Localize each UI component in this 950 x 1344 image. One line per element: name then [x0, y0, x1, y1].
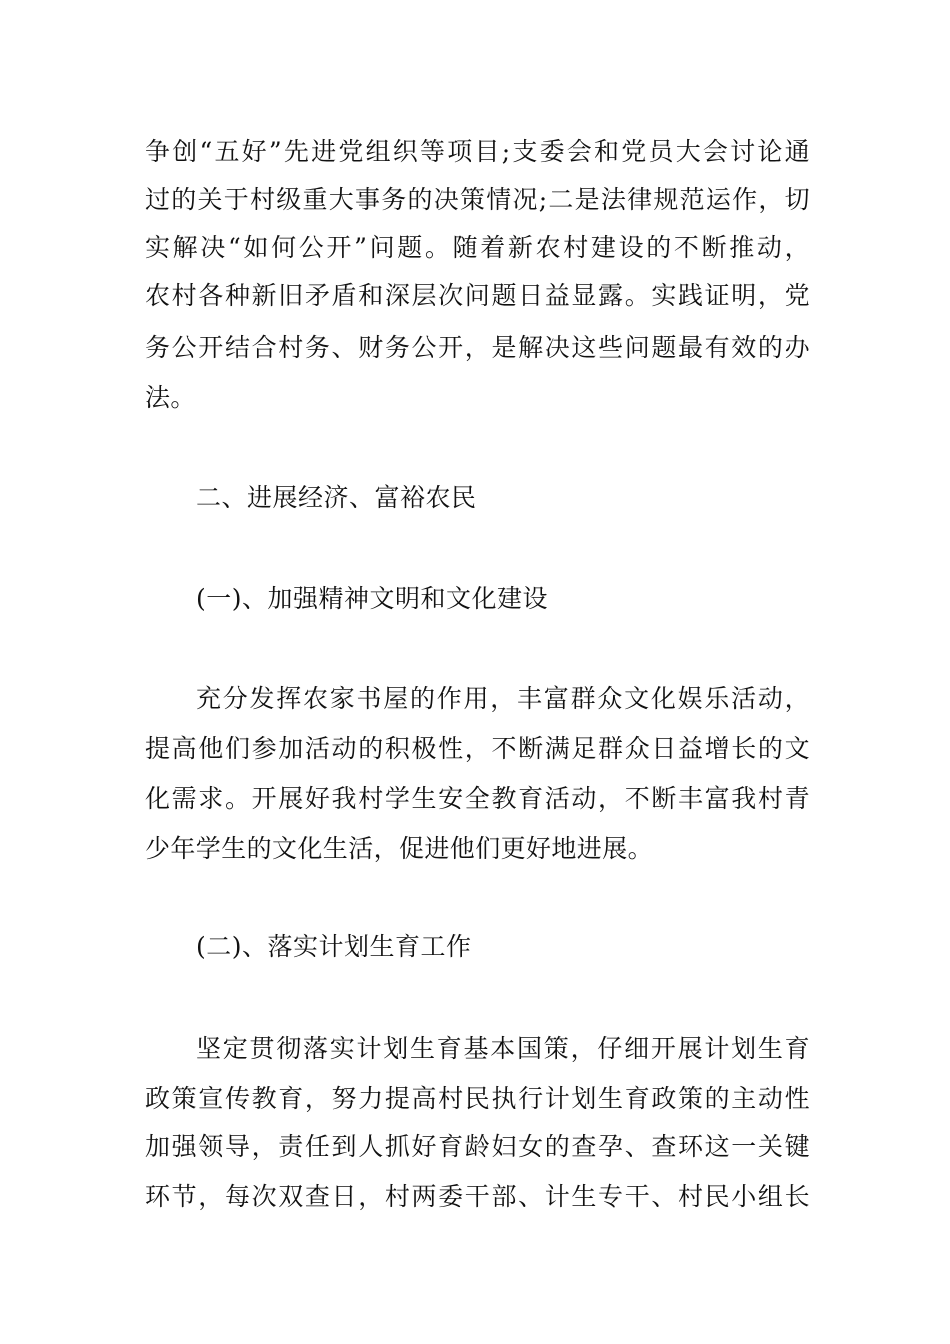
subsection-heading: (一)、加强精神文明和文化建设	[196, 584, 549, 613]
paragraph-line: 充分发挥农家书屋的作用，丰富群众文化娱乐活动，	[196, 684, 810, 713]
paragraph-line: 法。	[145, 383, 196, 412]
paragraph-line: 实解决“如何公开”问题。随着新农村建设的不断推动，	[145, 233, 810, 262]
section-heading: 二、进展经济、富裕农民	[196, 483, 477, 512]
paragraph-line: 争创“五好”先进党组织等项目;支委会和党员大会讨论通	[145, 137, 810, 166]
paragraph-line: 政策宣传教育，努力提高村民执行计划生育政策的主动性	[145, 1084, 810, 1113]
subsection-heading: (二)、落实计划生育工作	[196, 932, 472, 961]
paragraph-line: 环节，每次双查日，村两委干部、计生专干、村民小组长	[145, 1182, 810, 1211]
paragraph-line: 化需求。开展好我村学生安全教育活动，不断丰富我村青	[145, 784, 810, 813]
paragraph-line: 少年学生的文化生活，促进他们更好地进展。	[145, 834, 654, 863]
paragraph-line: 提高他们参加活动的积极性，不断满足群众日益增长的文	[145, 734, 810, 763]
paragraph-line: 过的关于村级重大事务的决策情况;二是法律规范运作，切	[145, 185, 810, 214]
paragraph-line: 加强领导，责任到人抓好育龄妇女的查孕、查环这一关键	[145, 1132, 810, 1161]
paragraph-line: 农村各种新旧矛盾和深层次问题日益显露。实践证明，党	[145, 281, 810, 310]
paragraph-line: 坚定贯彻落实计划生育基本国策，仔细开展计划生育	[196, 1034, 810, 1063]
paragraph-line: 务公开结合村务、财务公开，是解决这些问题最有效的办	[145, 333, 810, 362]
